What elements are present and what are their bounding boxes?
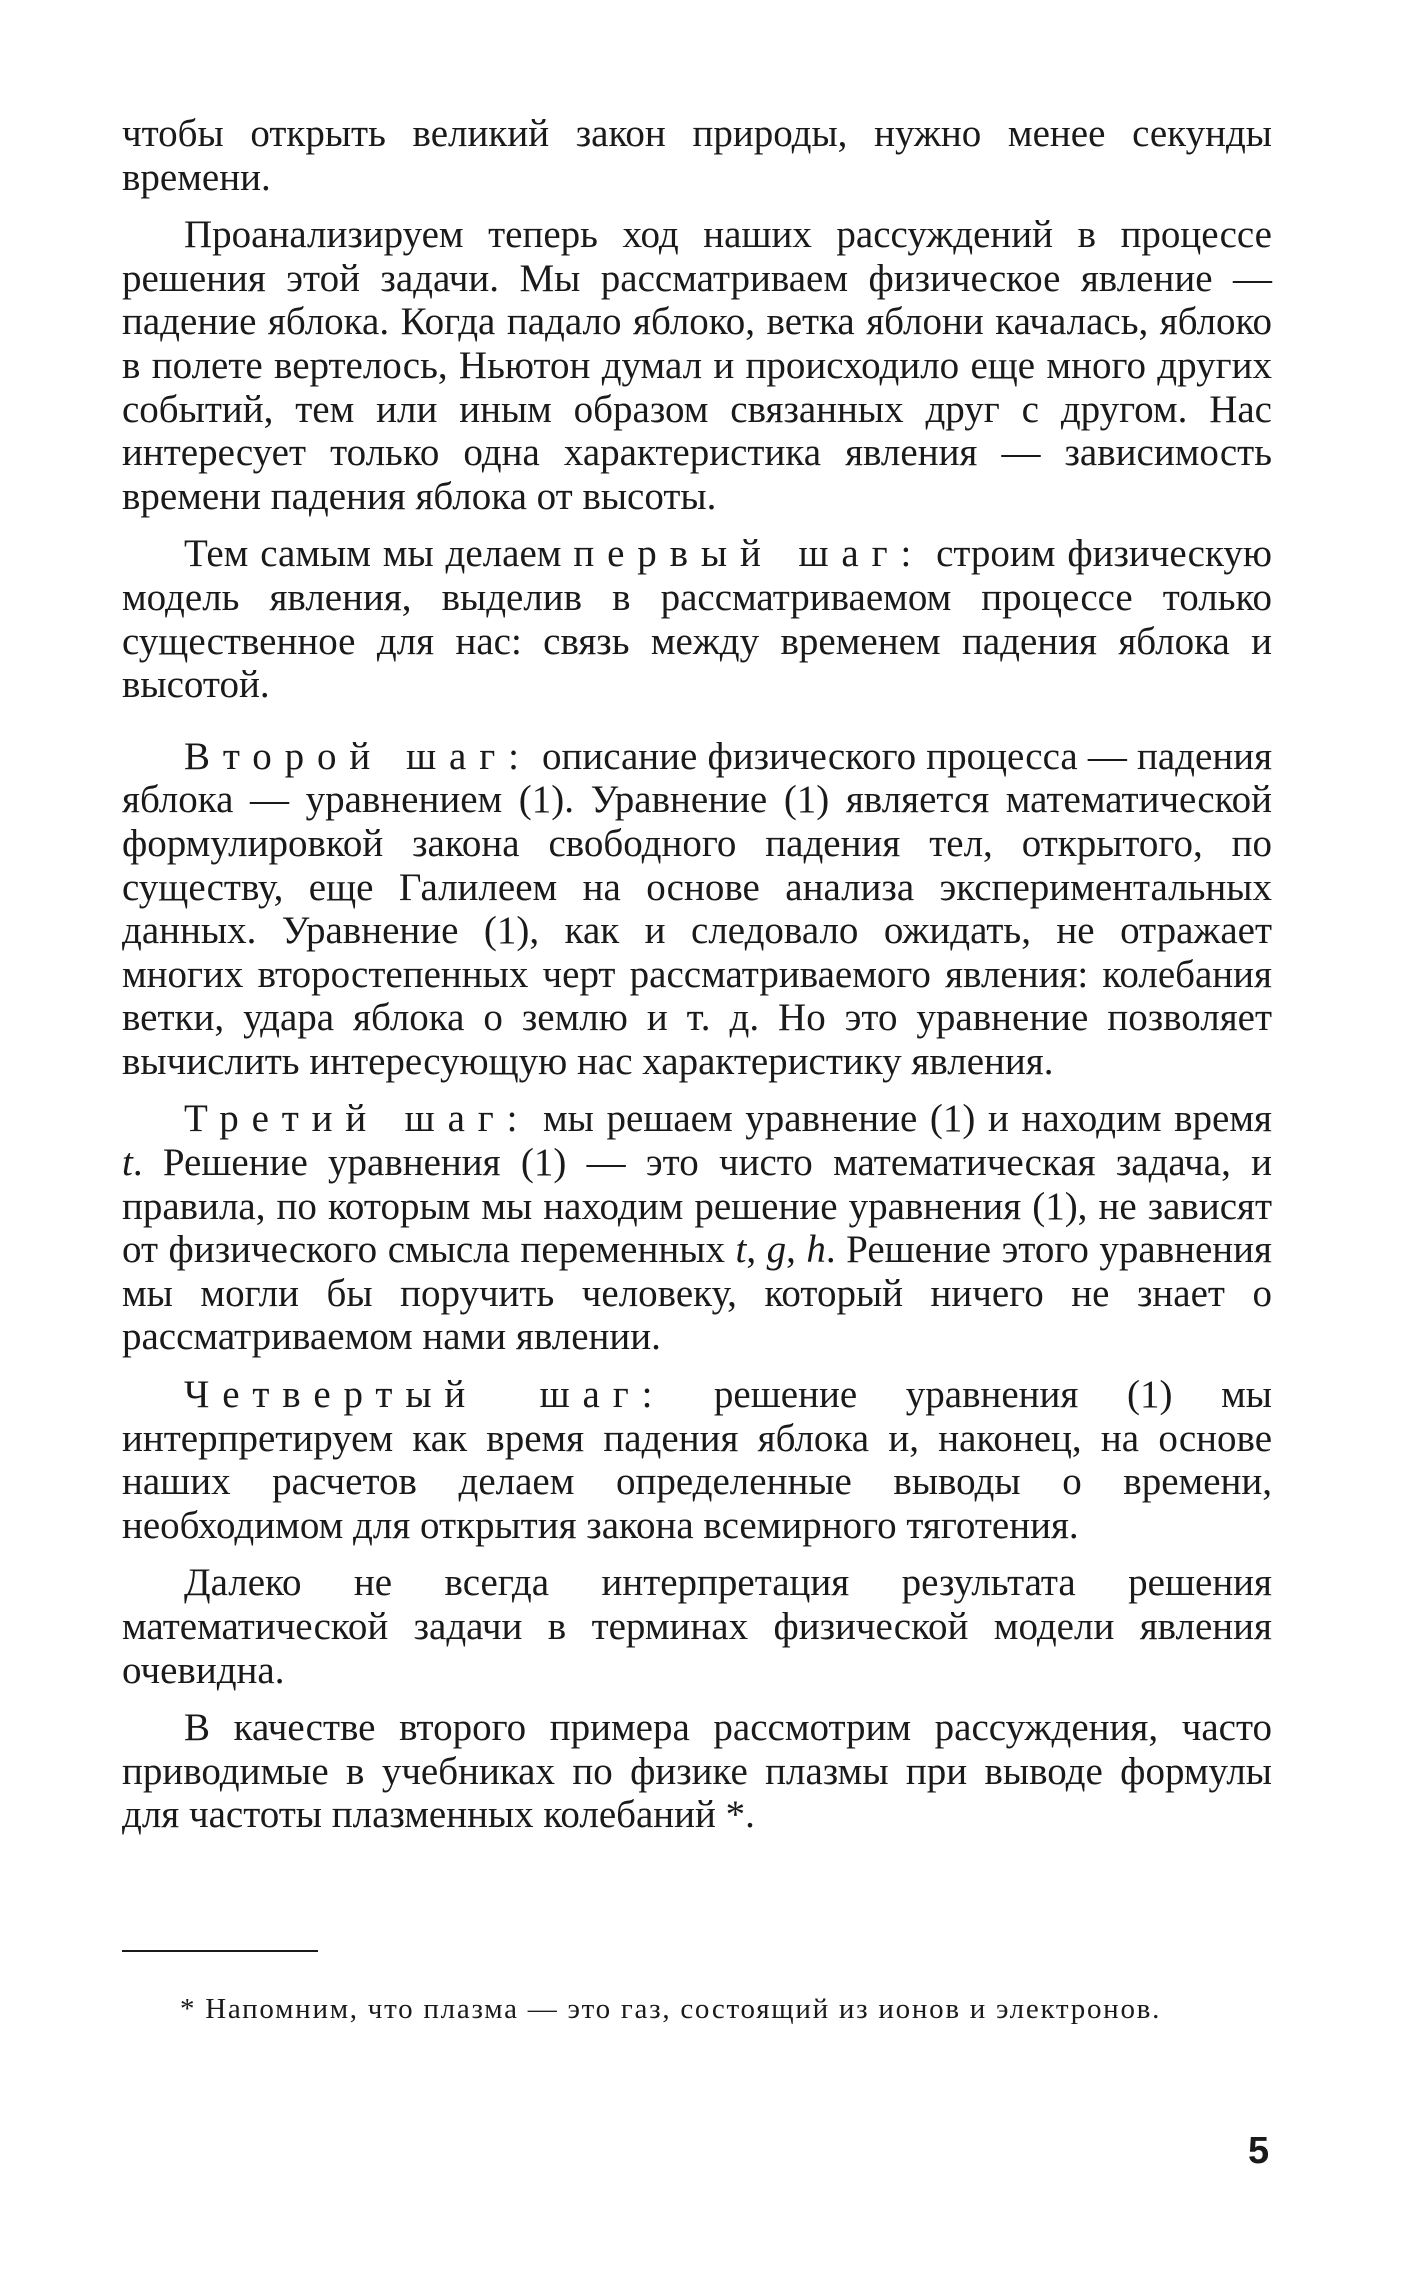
paragraph-third-step: Третий шаг: мы решаем уравнение (1) и находим время t. Решение уравнения (1) — это чисто математическая задача, и правила, по которым мы находим решение уравнения (1), не зависят от физического смысла переменных t, g, h. Решение этого уравнения мы могли бы поручить человеку, который ничего не знает о рассматриваемом нами явлении. <box>122 1097 1272 1359</box>
variable-g: g <box>766 1228 787 1272</box>
paragraph-second-example: В качестве второго примера рассмотрим рассуждения, часто приводимые в учебниках по физике плазмы при выводе формулы для частоты плазменных колебаний *. <box>122 1706 1272 1837</box>
paragraph-fourth-step: Четвертый шаг: решение уравнения (1) мы интерпретируем как время падения яблока и, наконец, на основе наших расчетов делаем определенные выводы о времени, необходимом для открытия закона всемирного тяготения. <box>122 1373 1272 1547</box>
footnote: * Напомним, что плазма — это газ, состоящий из ионов и электронов. <box>180 1993 1162 2025</box>
variable-h: h <box>806 1228 826 1272</box>
page-number: 5 <box>1248 2130 1270 2172</box>
first-step-label: первый шаг: <box>573 532 925 576</box>
third-step-label: Третий шаг: <box>184 1097 531 1141</box>
paragraph-analysis: Проанализируем теперь ход наших рассуждений в процессе решения этой задачи. Мы рассматриваем физическое явление — падение яблока. Когда падало яблоко, ветка яблони качалась, яблоко в полете вертелось, Ньютон думал и происходило еще много других событий, тем или иным образом связанных друг с другом. Нас интересует только одна характеристика явления — зависимость времени падения яблока от высоты. <box>122 213 1272 518</box>
paragraph-interpretation: Далеко не всегда интерпретация результата решения математической задачи в терминах физической модели явления очевидна. <box>122 1561 1272 1692</box>
paragraph-second-step: Второй шаг: описание физического процесса — падения яблока — уравнением (1). Уравнение (1) является математической формулировкой закона свободного падения тел, открытого, по существу, еще Галилеем на основе анализа экспериментальных данных. Уравнение (1), как и следовало ожидать, не отражает многих второстепенных черт рассматриваемого явления: колебания ветки, удара яблока о землю и т. д. Но это уравнение позволяет вычислить интересующую нас характеристику явления. <box>122 734 1273 1083</box>
second-step-label: Второй шаг: <box>184 734 532 778</box>
fourth-step-label: Четвертый шаг: <box>184 1373 666 1417</box>
paragraph-first-step: Тем самым мы делаем первый шаг: строим физическую модель явления, выделив в рассматриваемом процессе только существенное для нас: связь между временем падения яблока и высотой. <box>122 532 1272 707</box>
footnote-divider <box>122 1950 318 1952</box>
variable-t: t <box>735 1228 747 1272</box>
variable-t: t <box>122 1141 133 1185</box>
paragraph-continuation: чтобы открыть великий закон природы, нужно менее секунды времени. <box>122 112 1272 199</box>
main-text <box>122 112 1272 1851</box>
